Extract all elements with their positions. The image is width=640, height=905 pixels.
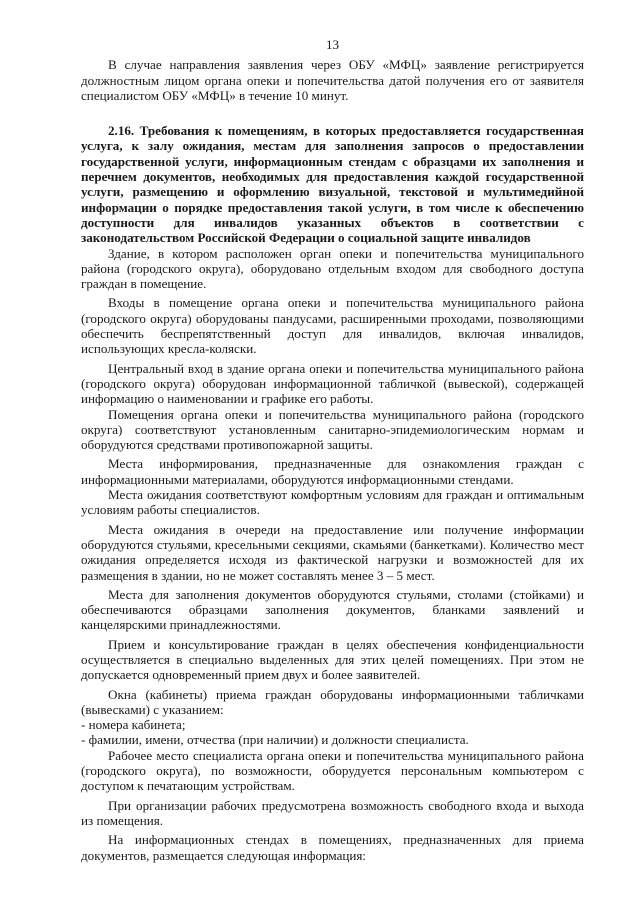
paragraph: Места информирования, предназначенные для ознакомления граждан с информационными материалами, оборудуются информационными стендами. [81,456,584,487]
paragraph: Места ожидания соответствуют комфортным условиям для граждан и оптимальным условиям работы специалистов. [81,487,584,518]
paragraph: В случае направления заявления через ОБУ «МФЦ» заявление регистрируется должностным лицом органа опеки и попечительства датой получения его от заявителя специалистом ОБУ «МФЦ» в течение 10 минут. [81,57,584,103]
section-heading: 2.16. Требования к помещениям, в которых предоставляется государственная услуга, к залу ожидания, местам для заполнения запросов о предоставлении государственной услуги, информационным стендам с образцами их заполнения и перечнем документов, необходимых для предоставления каждой государственной услуги, размещению и оформлению визуальной, текстовой и мультимедийной информации о порядке предоставления такой услуги, в том числе к обеспечению доступности для инвалидов указанных объектов в соответствии с законодательством Российской Федерации о социальной защите инвалидов [81,123,584,246]
paragraph: На информационных стендах в помещениях, предназначенных для приема документов, размещается следующая информация: [81,832,584,863]
page-number: 13 [325,37,340,52]
paragraph: Здание, в котором расположен орган опеки и попечительства муниципального района (городского округа), оборудовано отдельным входом для свободного доступа граждан в помещение. [81,245,584,292]
paragraph: Входы в помещение органа опеки и попечительства муниципального района (городского округа) оборудованы пандусами, расширенными проходами, позволяющими обеспечить беспрепятственный доступ для инвалидов, включая инвалидов, использующих кресла-коляски. [81,295,584,357]
paragraph: Места для заполнения документов оборудуются стульями, столами (стойками) и обеспечиваются образцами заполнения документов, бланками заявлений и канцелярскими принадлежностями. [81,586,584,633]
document-body [81,57,584,863]
paragraph: Рабочее место специалиста органа опеки и попечительства муниципального района (городского округа), по возможности, оборудуется персональным компьютером с доступом к печатающим устройствам. [81,747,584,794]
paragraph: При организации рабочих предусмотрена возможность свободного входа и выхода из помещения. [81,797,584,828]
list-item: - номера кабинета; [81,717,186,733]
paragraph: Окна (кабинеты) приема граждан оборудованы информационными табличками (вывесками) с указанием: [81,686,584,717]
paragraph: Прием и консультирование граждан в целях обеспечения конфиденциальности осуществляется в специально выделенных для этих целей помещениях. При этом не допускается одновременный прием двух и более заявителей. [81,636,584,683]
list-item: - фамилии, имени, отчества (при наличии) и должности специалиста. [81,732,469,748]
paragraph: Места ожидания в очереди на предоставление или получение информации оборудуются стульями, кресельными секциями, скамьями (банкетками). Количество мест ожидания определяется исходя из фактической нагрузки и возможностей для их размещения в здании, но не может составлять менее 3 – 5 мест. [81,521,584,583]
paragraph: Центральный вход в здание органа опеки и попечительства муниципального района (городского округа) оборудован информационной табличкой (вывеской), содержащей информацию о наименовании и графике его работы. [81,360,584,407]
paragraph: Помещения органа опеки и попечительства муниципального района (городского округа) соответствуют установленным санитарно-эпидемиологическим нормам и оборудуются средствами противопожарной защиты. [81,406,584,453]
